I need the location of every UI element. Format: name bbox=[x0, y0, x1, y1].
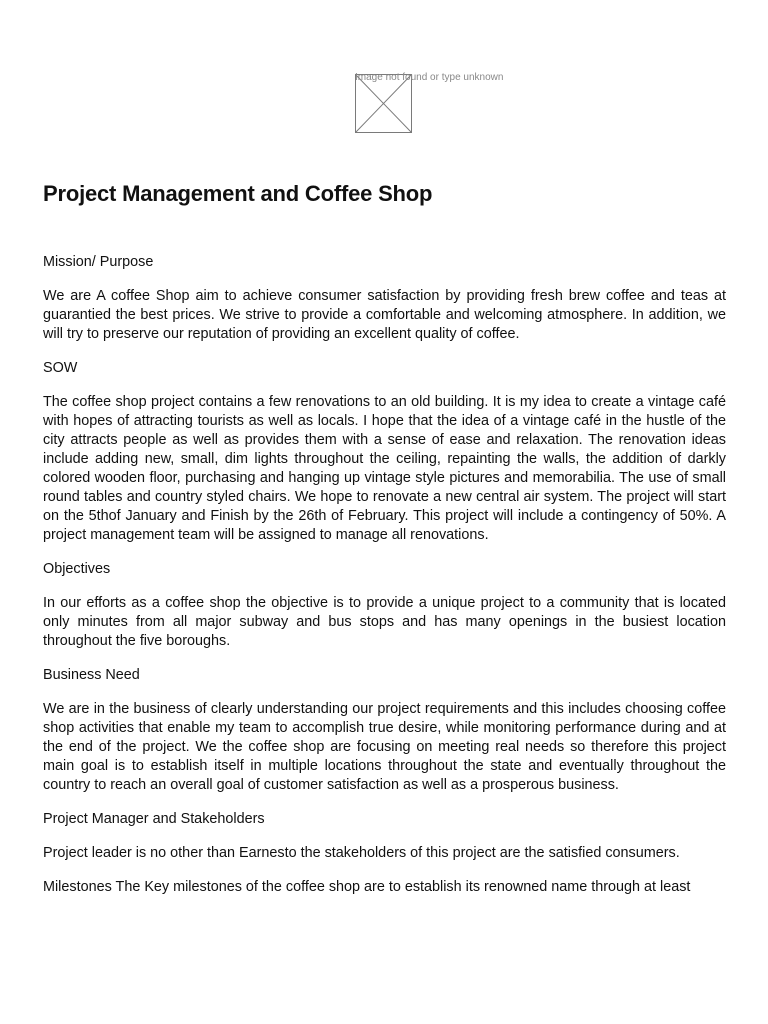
objectives-heading: Objectives bbox=[43, 561, 111, 577]
sow-paragraph: The coffee shop project contains a few renovations to an old building. It is my idea to create a vintage café with hopes of attracting tourists as well as locals. I hope that the idea of a vintage café in the hustle of the city attracts people as well as provides them with a sense of ease and relaxation. The renovation ideas include adding new, small, dim lights throughout the ceiling, repainting the walls, the addition of darkly colored wooden floor, purchasing and hanging up vintage style pictures and memorabilia. The use of small round tables and country styled chairs. We hope to renovate a new central air system. The project will start on the 5thof January and Finish by the 26th of February. This project will include a contingency of 50%. A project management team will be assigned to manage all renovations. bbox=[43, 394, 726, 543]
milestones-paragraph: Milestones The Key milestones of the coffee shop are to establish its renowned name through at least bbox=[43, 879, 691, 895]
business-need-paragraph: We are in the business of clearly understanding our project requirements and this includes choosing coffee shop activities that enable my team to accomplish true desire, while monitoring performance during and at the end of the project. We the coffee shop are focusing on meeting real needs so therefore this project main goal is to establish itself in multiple locations throughout the state and eventually throughout the country to reach an overall goal of customer satisfaction as well as a prosperous business. bbox=[43, 701, 726, 793]
mission-paragraph: We are A coffee Shop aim to achieve consumer satisfaction by providing fresh brew coffee and teas at guarantied the best prices. We strive to provide a comfortable and welcoming atmosphere. In addition, we will try to preserve our reputation of providing an excellent quality of coffee. bbox=[43, 288, 726, 342]
stakeholders-heading: Project Manager and Stakeholders bbox=[43, 811, 265, 827]
stakeholders-paragraph: Project leader is no other than Earnesto the stakeholders of this project are the satisfied consumers. bbox=[43, 845, 680, 861]
mission-heading: Mission/ Purpose bbox=[43, 254, 154, 270]
image-alt-text: Image not found or type unknown bbox=[355, 72, 504, 83]
business-need-heading: Business Need bbox=[43, 667, 140, 683]
document-body bbox=[43, 253, 726, 912]
sow-heading: SOW bbox=[43, 360, 78, 376]
document-title: Project Management and Coffee Shop bbox=[43, 181, 433, 206]
objectives-paragraph: In our efforts as a coffee shop the objective is to provide a unique project to a community that is located only minutes from all major subway and bus stops and has many openings in the busiest location throughout the five boroughs. bbox=[43, 595, 726, 649]
